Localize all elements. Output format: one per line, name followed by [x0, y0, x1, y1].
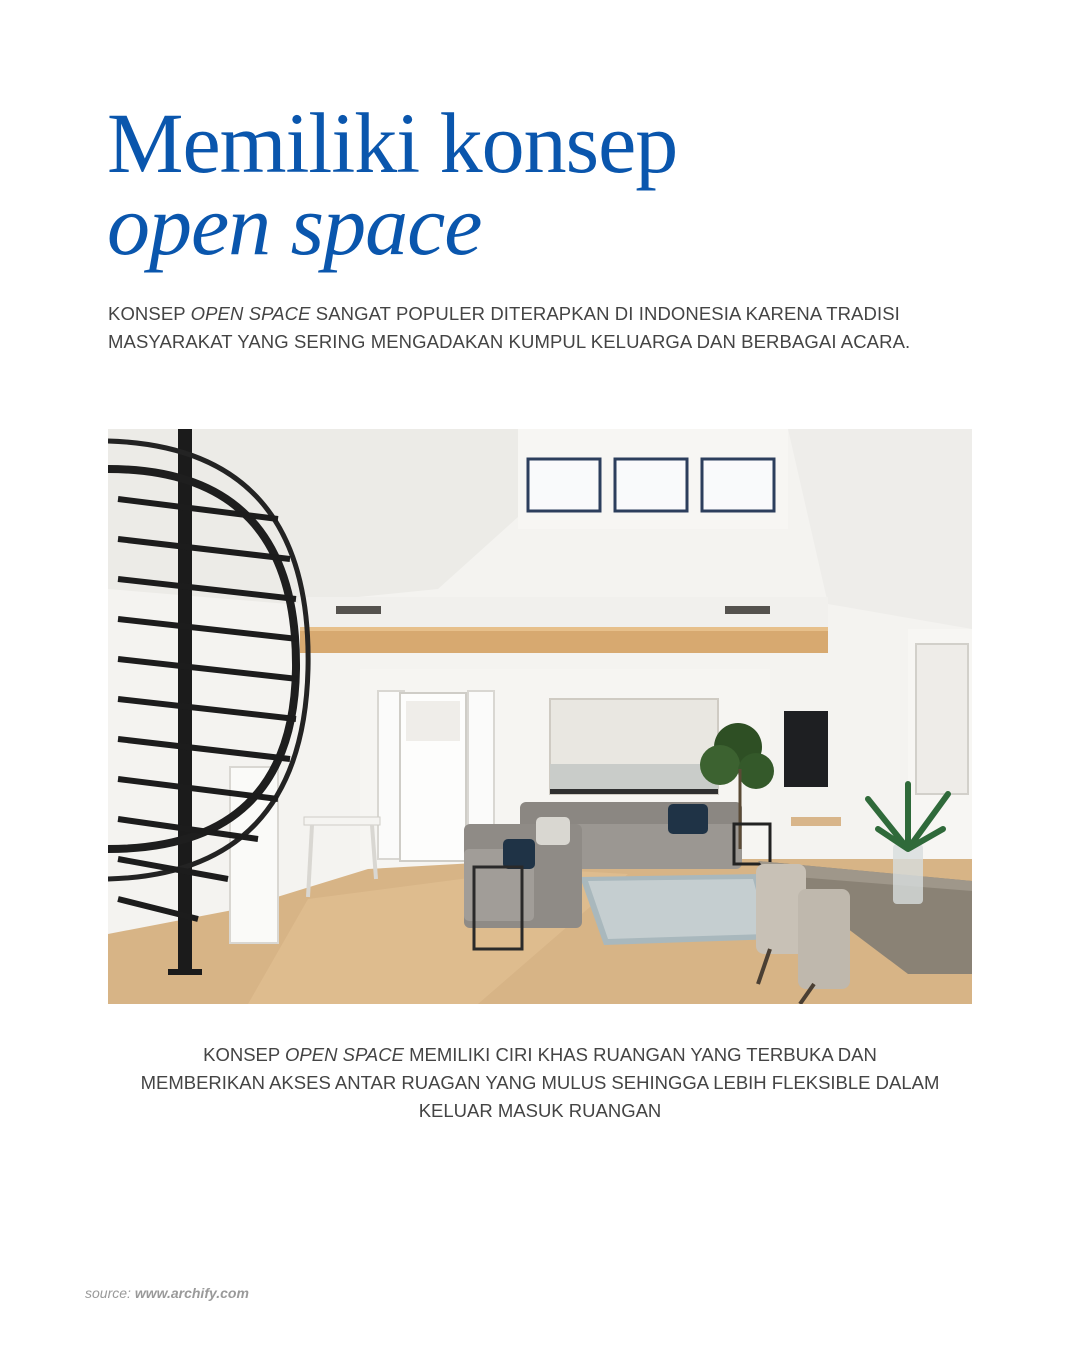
source-link: www.archify.com: [134, 1285, 249, 1301]
title-line-2: open space: [107, 177, 482, 273]
caption-text-end: MEMILIKI CIRI KHAS RUANGAN YANG TERBUKA DAN MEMBERIKAN AKSES ANTAR RUAGAN YANG MULUS SEHINGGA LEBIH FLEKSIBLE DALAM KELUAR MASUK RUANGAN: [140, 1044, 940, 1121]
intro-text-start: KONSEP: [108, 303, 191, 324]
source-credit: [85, 1285, 249, 1301]
title-line-1: Memiliki konsep: [107, 95, 678, 191]
page-title: [107, 95, 678, 273]
intro-text-end: SANGAT POPULER DITERAPKAN DI INDONESIA KARENA TRADISI MASYARAKAT YANG SERING MENGADAKAN KUMPUL KELUARGA DAN BERBAGAI ACARA.: [108, 303, 911, 352]
living-room-photo: [108, 429, 972, 1004]
intro-paragraph: [108, 300, 988, 356]
caption-text-start: KONSEP: [203, 1044, 286, 1065]
intro-emphasis: OPEN SPACE: [190, 303, 311, 324]
source-label: source:: [85, 1285, 131, 1301]
photo-caption: [140, 1041, 940, 1125]
caption-emphasis: OPEN SPACE: [285, 1044, 404, 1065]
